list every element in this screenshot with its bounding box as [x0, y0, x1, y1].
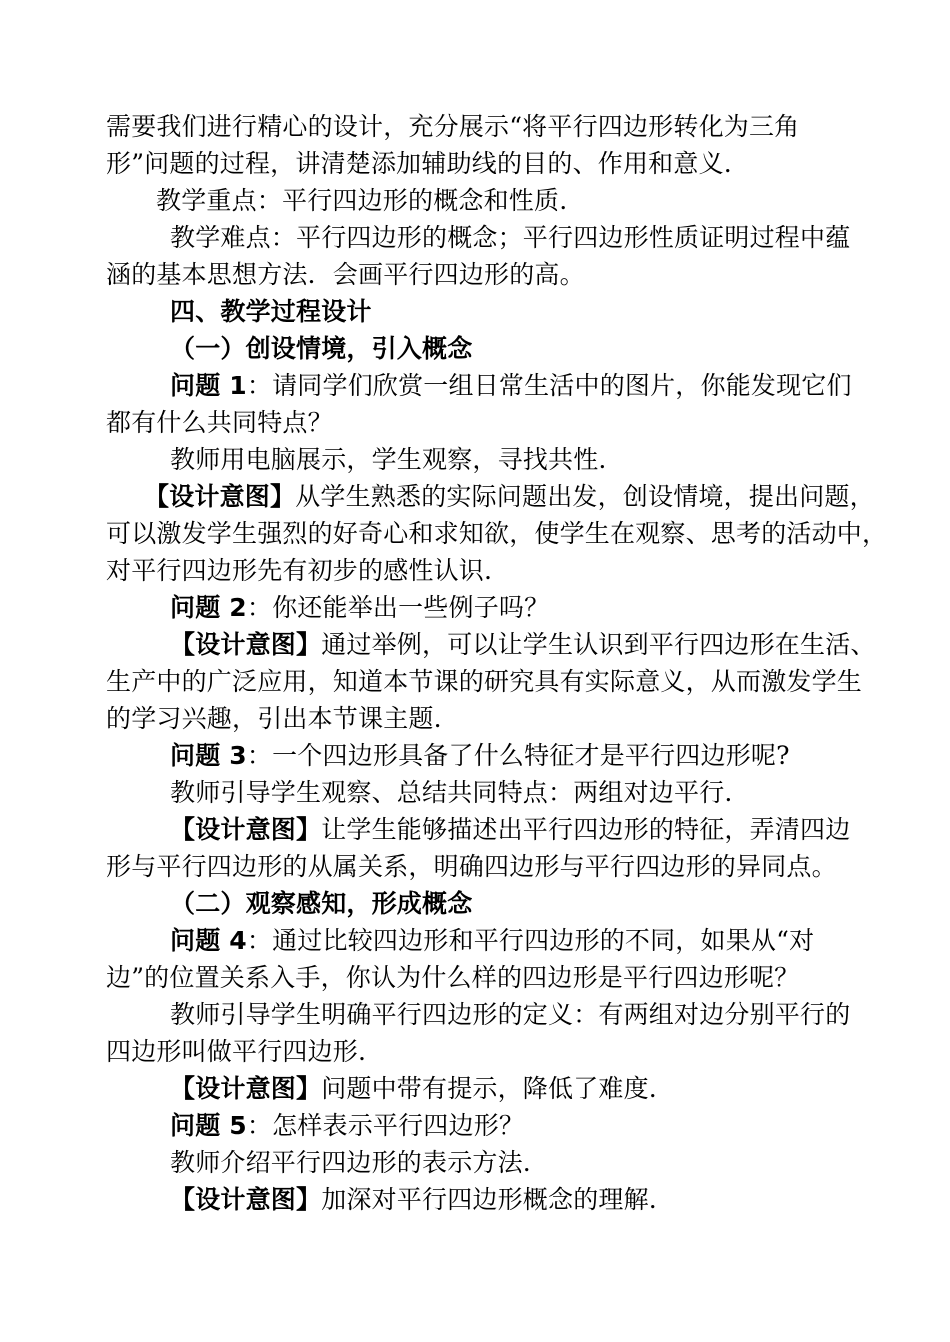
question-line	[106, 593, 850, 622]
paragraph-line	[106, 408, 850, 437]
design-intent-label: 【设计意图】	[170, 815, 322, 844]
difficulty-line	[106, 223, 850, 252]
text: 可以激发学生强烈的好奇心和求知欲，使学生在观察、思考的活动中，	[106, 519, 888, 548]
text: 需要我们进行精心的设计，充分展示“将平行四边形转化为三角	[106, 112, 800, 141]
section-heading	[106, 297, 850, 326]
text: （二）观察感知，形成概念	[170, 889, 473, 918]
design-intent-line	[106, 630, 876, 659]
text: 形与平行四边形的从属关系，明确四边形与平行四边形的异同点。	[106, 852, 837, 881]
text: ：怎样表示平行四边形？	[246, 1111, 525, 1140]
text: ：一个四边形具备了什么特征才是平行四边形呢?	[246, 741, 790, 770]
paragraph-line	[106, 260, 850, 289]
text: ：你还能举出一些例子吗？	[246, 593, 550, 622]
text: 教学难点：平行四边形的概念；平行四边形性质证明过程中蕴	[170, 223, 851, 252]
design-intent-label: 【设计意图】	[170, 1074, 322, 1103]
paragraph-line	[106, 667, 863, 696]
text: 教师介绍平行四边形的表示方法.	[170, 1148, 531, 1177]
paragraph-line	[106, 778, 850, 807]
text: 四、教学过程设计	[170, 297, 372, 326]
paragraph-line	[106, 704, 850, 733]
text: （一）创设情境，引入概念	[170, 334, 473, 363]
text: ：请同学们欣赏一组日常生活中的图片，你能发现它们	[246, 371, 852, 400]
text: 都有什么共同特点？	[106, 408, 333, 437]
text: ：通过比较四边形和平行四边形的不同，如果从“对	[246, 926, 815, 955]
paragraph-line	[106, 852, 850, 881]
paragraph-line	[106, 519, 888, 548]
paragraph-line	[106, 1148, 850, 1177]
question-line	[106, 741, 850, 770]
paragraph-line	[106, 112, 850, 141]
text: 加深对平行四边形概念的理解.	[321, 1185, 657, 1214]
design-intent-label: 【设计意图】	[170, 630, 322, 659]
question-label: 问题 5	[170, 1111, 247, 1140]
text: 教学重点：平行四边形的概念和性质.	[156, 186, 568, 215]
question-label: 问题 3	[170, 741, 247, 770]
text: 让学生能够描述出平行四边形的特征，弄清四边	[321, 815, 851, 844]
key-point-line	[106, 186, 850, 215]
paragraph-line	[106, 1037, 850, 1066]
design-intent-line	[106, 482, 875, 511]
paragraph-line	[106, 1000, 850, 1029]
text: 教师引导学生明确平行四边形的定义：有两组对边分别平行的	[170, 1000, 851, 1029]
design-intent-label: 【设计意图】	[170, 1185, 322, 1214]
paragraph-line	[106, 445, 850, 474]
text: 生产中的广泛应用，知道本节课的研究具有实际意义，从而激发学生	[106, 667, 863, 696]
text: 教师引导学生观察、总结共同特点：两组对边平行.	[170, 778, 733, 807]
text: 从学生熟悉的实际问题出发，创设情境，提出问题，	[295, 482, 875, 511]
text: 问题中带有提示，降低了难度.	[321, 1074, 657, 1103]
text: 教师用电脑展示，学生观察，寻找共性.	[170, 445, 607, 474]
text: 涵的基本思想方法．会画平行四边形的高。	[106, 260, 585, 289]
subsection-heading	[106, 889, 850, 918]
text: 形”问题的过程，讲清楚添加辅助线的目的、作用和意义.	[106, 149, 732, 178]
design-intent-line	[106, 1185, 850, 1214]
question-line	[106, 1111, 850, 1140]
subsection-heading	[106, 334, 850, 363]
text: 边”的位置关系入手，你认为什么样的四边形是平行四边形呢？	[106, 963, 800, 992]
text: 对平行四边形先有初步的感性认识.	[106, 556, 493, 585]
paragraph-line	[106, 556, 850, 585]
question-label: 问题 2	[170, 593, 247, 622]
document-page	[106, 112, 888, 1222]
design-intent-line	[106, 815, 850, 844]
question-label: 问题 1	[170, 371, 247, 400]
text: 的学习兴趣，引出本节课主题.	[106, 704, 442, 733]
question-line	[106, 926, 850, 955]
question-line	[106, 371, 850, 400]
design-intent-label: 【设计意图】	[144, 482, 296, 511]
text: 四边形叫做平行四边形.	[106, 1037, 367, 1066]
paragraph-line	[106, 963, 850, 992]
text: 通过举例，可以让学生认识到平行四边形在生活、	[321, 630, 876, 659]
question-label: 问题 4	[170, 926, 247, 955]
design-intent-line	[106, 1074, 850, 1103]
paragraph-line	[106, 149, 850, 178]
